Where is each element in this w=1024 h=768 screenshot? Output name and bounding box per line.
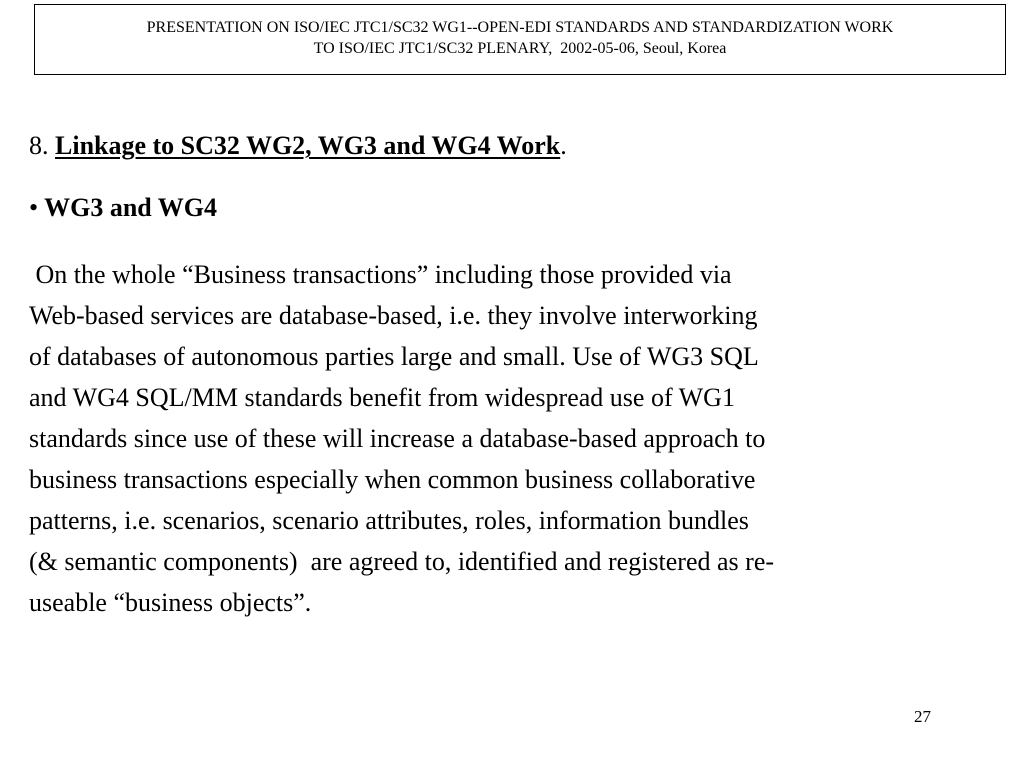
body-line: and WG4 SQL/MM standards benefit from widespread use of WG1 [29,383,735,412]
section-number: 8. [29,131,55,160]
body-line: business transactions especially when common business collaborative [29,465,756,494]
body-paragraph [29,254,1004,623]
bullet-label: WG3 and WG4 [44,193,218,222]
section-title: Linkage to SC32 WG2, WG3 and WG4 Work [55,131,561,160]
body-line: patterns, i.e. scenarios, scenario attributes, roles, information bundles [29,506,749,535]
body-line: Web-based services are database-based, i.e. they involve interworking [29,301,758,330]
body-line: On the whole “Business transactions” including those provided via [29,260,732,289]
section-heading [29,130,567,162]
slide-header [34,4,1006,75]
section-title-suffix: . [560,131,567,160]
body-line: of databases of autonomous parties large and small. Use of WG3 SQL [29,342,759,371]
page-number: 27 [914,707,931,726]
body-line: standards since use of these will increase a database-based approach to [29,424,766,453]
header-line-2: TO ISO/IEC JTC1/SC32 PLENARY, 2002-05-06, Seoul, Korea [313,40,727,57]
header-line-1: PRESENTATION ON ISO/IEC JTC1/SC32 WG1--OPEN-EDI STANDARDS AND STANDARDIZATION WORK [146,19,894,36]
body-line: (& semantic components) are agreed to, identified and registered as re- [29,547,775,576]
bullet-heading [29,192,217,224]
body-line: useable “business objects”. [29,588,312,617]
bullet-icon: • [29,193,39,222]
